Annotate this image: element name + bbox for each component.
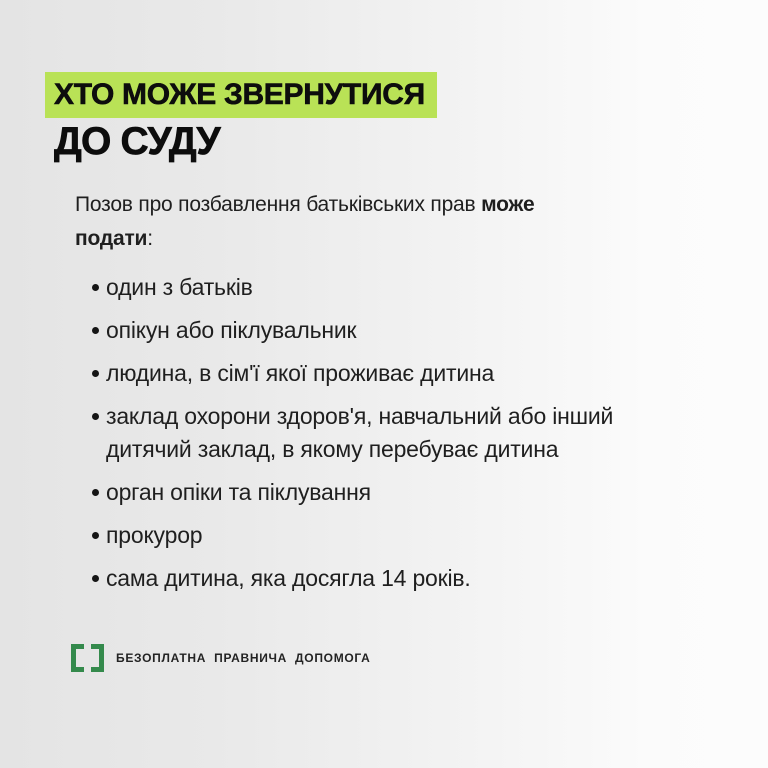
intro-bold-text-1: може — [481, 193, 535, 216]
bullet-icon — [92, 489, 99, 496]
title-second-line: ДО СУДУ — [54, 120, 220, 163]
bullet-icon — [92, 327, 99, 334]
list-item — [92, 562, 677, 595]
page-title — [45, 72, 437, 162]
left-bracket-icon — [71, 644, 84, 672]
bullet-icon — [92, 532, 99, 539]
list-item-text: сама дитина, яка досягла 14 років. — [106, 565, 471, 591]
bullet-icon — [92, 284, 99, 291]
list-item-text: один з батьків — [106, 274, 253, 300]
list-item-text: орган опіки та піклування — [106, 479, 371, 505]
brand-name: БЕЗОПЛАТНА ПРАВНИЧА ДОПОМОГА — [116, 651, 371, 665]
applicants-list — [92, 271, 677, 605]
list-item — [92, 476, 677, 509]
intro-regular-text: Позов про позбавлення батьківських прав — [75, 193, 482, 216]
bullet-icon — [92, 370, 99, 377]
list-item — [92, 400, 677, 466]
list-item-text: прокурор — [106, 522, 203, 548]
intro-punctuation: : — [147, 227, 153, 250]
brand-footer — [71, 644, 371, 672]
list-item — [92, 357, 677, 390]
bullet-icon — [92, 413, 99, 420]
brackets-logo-icon — [71, 644, 104, 672]
list-item-text: опікун або піклувальник — [106, 317, 357, 343]
list-item — [92, 314, 677, 347]
title-highlighted-line: ХТО МОЖЕ ЗВЕРНУТИСЯ — [45, 72, 437, 118]
intro-bold-text-2: подати — [75, 227, 148, 250]
list-item-text: заклад охорони здоров'я, навчальний або інший дитячий заклад, в якому перебуває дитина — [106, 403, 614, 462]
bullet-icon — [92, 575, 99, 582]
list-item-text: людина, в сім'ї якої проживає дитина — [106, 360, 495, 386]
list-item — [92, 519, 677, 552]
intro-text — [75, 188, 695, 256]
list-item — [92, 271, 677, 304]
right-bracket-icon — [91, 644, 104, 672]
